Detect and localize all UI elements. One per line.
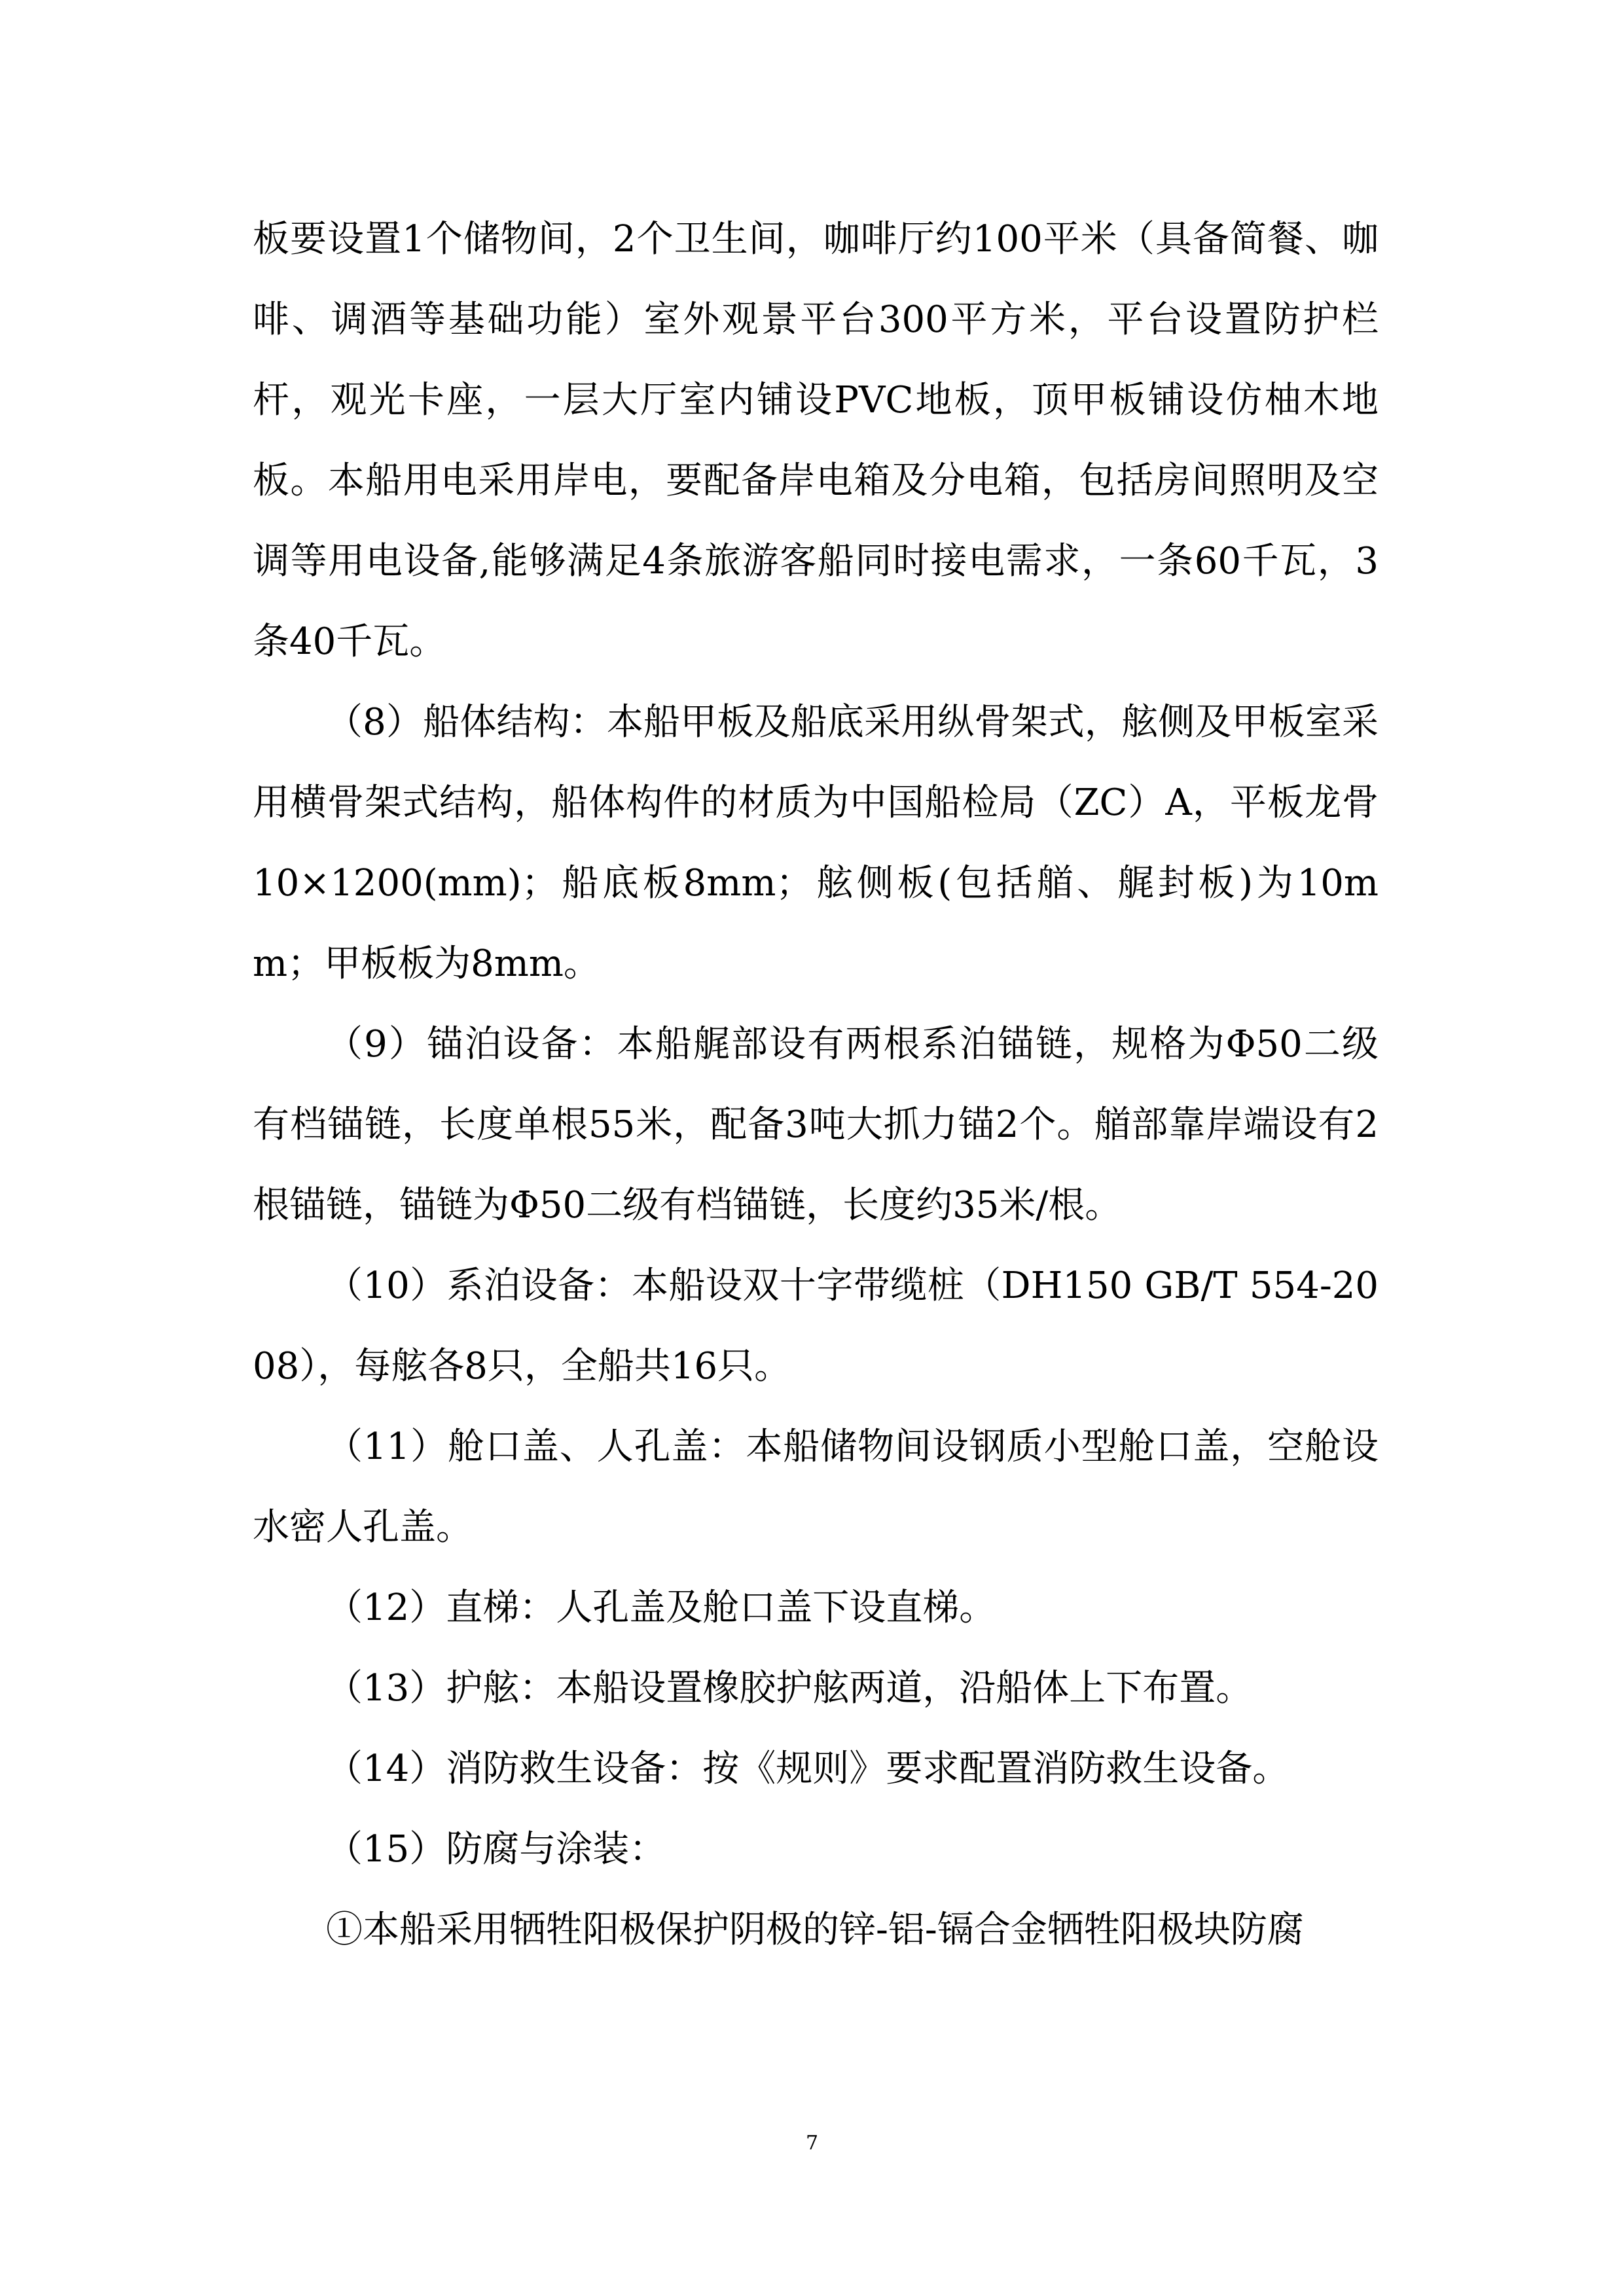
paragraph-hatch-covers: （11）舱口盖、人孔盖：本船储物间设钢质小型舱口盖，空舱设水密人孔盖。	[253, 1426, 1379, 1549]
paragraph-anticorrosion-heading: （15）防腐与涂装：	[326, 1828, 666, 1871]
paragraph-anchoring-equipment: （9）锚泊设备：本船艉部设有两根系泊锚链，规格为Φ50二级有档锚链，长度单根55米，配备3吨大抓力锚2个。艏部靠岸端设有2根锚链，锚链为Φ50二级有档锚链，长度约35米/根。	[253, 1023, 1379, 1227]
paragraph-sacrificial-anode: ①本船采用牺牲阳极保护阴极的锌-铝-镉合金牺牲阳极块防腐	[326, 1909, 1304, 1951]
paragraph-fenders: （13）护舷：本船设置橡胶护舷两道，沿船体上下布置。	[326, 1667, 1253, 1710]
paragraph-mooring-equipment: （10）系泊设备：本船设双十字带缆桩（DH150 GB/T 554-2008），每舷各8只，全船共16只。	[253, 1265, 1379, 1388]
page-body	[253, 199, 1379, 1970]
paragraph-ladders: （12）直梯：人孔盖及舱口盖下设直梯。	[326, 1587, 996, 1629]
paragraph-hull-structure: （8）船体结构：本船甲板及船底采用纵骨架式，舷侧及甲板室采用横骨架式结构，船体构件的材质为中国船检局（ZC）A，平板龙骨10×1200(mm)；船底板8mm；舷侧板(包括艏、艉封板)为10mm；甲板板为8mm。	[253, 701, 1379, 985]
paragraph-fire-lifesaving: （14）消防救生设备：按《规则》要求配置消防救生设备。	[326, 1748, 1290, 1790]
paragraph-electrical-continued: 板要设置1个储物间，2个卫生间，咖啡厅约100平米（具备简餐、咖啡、调酒等基础功能）室外观景平台300平方米，平台设置防护栏杆，观光卡座，一层大厅室内铺设PVC地板，顶甲板铺设仿柚木地板。本船用电采用岸电，要配备岸电箱及分电箱，包括房间照明及空调等用电设备,能够满足4条旅游客船同时接电需求，一条60千瓦，3条40千瓦。	[253, 218, 1379, 663]
page-number: 7	[805, 2132, 819, 2155]
